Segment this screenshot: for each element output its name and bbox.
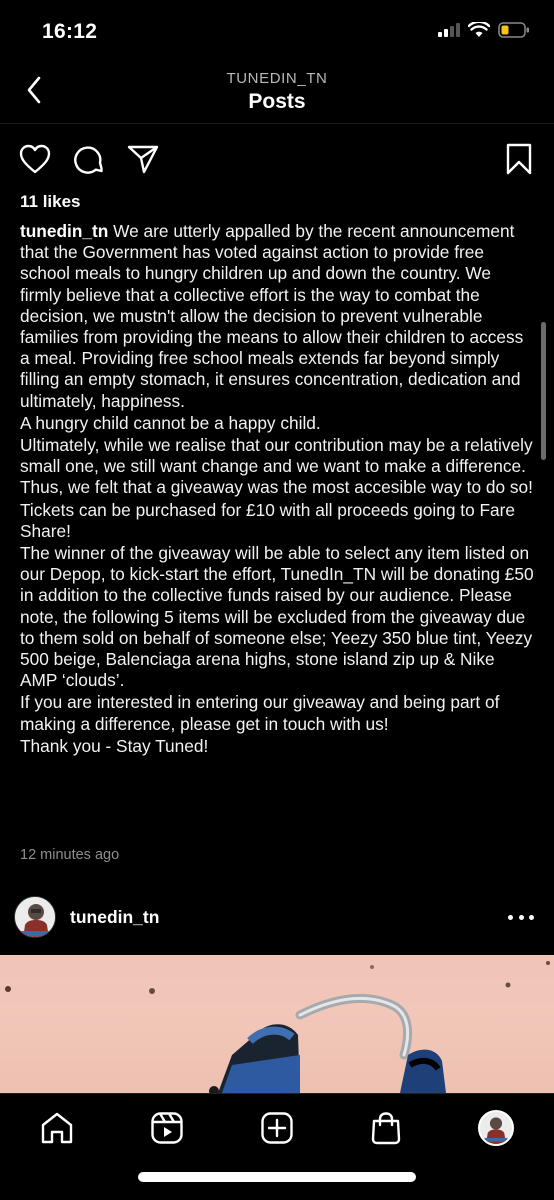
caption-paragraph bbox=[20, 221, 534, 412]
battery-icon bbox=[498, 22, 530, 38]
reels-icon bbox=[150, 1111, 184, 1145]
post-username[interactable]: tunedin_tn bbox=[70, 907, 160, 927]
page-title: Posts bbox=[248, 90, 306, 113]
tab-home[interactable] bbox=[37, 1108, 77, 1148]
wifi-icon bbox=[468, 22, 490, 38]
profile-avatar-image bbox=[480, 1112, 512, 1144]
status-bar bbox=[0, 0, 554, 60]
post-photo bbox=[0, 955, 554, 1093]
caption-paragraph: If you are interested in entering our giveaway and being part of making a difference, please get in touch with us! bbox=[20, 692, 500, 734]
caption-username[interactable]: tunedin_tn bbox=[20, 221, 109, 241]
account-name: TUNEDIN_TN bbox=[226, 70, 328, 87]
tab-create[interactable] bbox=[257, 1108, 297, 1148]
caption-paragraph: Thank you - Stay Tuned! bbox=[20, 735, 209, 756]
shop-bag-icon bbox=[370, 1111, 402, 1145]
paper-plane-icon bbox=[127, 144, 159, 174]
like-button[interactable] bbox=[18, 142, 52, 176]
cellular-signal-icon bbox=[438, 23, 460, 37]
more-options-button[interactable] bbox=[508, 908, 534, 926]
bottom-tab-bar bbox=[0, 1093, 554, 1200]
tab-shop[interactable] bbox=[366, 1108, 406, 1148]
next-post-header bbox=[0, 890, 554, 950]
post-image[interactable] bbox=[0, 955, 554, 1093]
scroll-indicator bbox=[541, 322, 546, 460]
share-button[interactable] bbox=[126, 142, 160, 176]
bookmark-icon bbox=[505, 143, 533, 175]
likes-count[interactable]: 11 likes bbox=[20, 192, 81, 211]
post-caption bbox=[20, 221, 534, 758]
caption-paragraph: The winner of the giveaway will be able to select any item listed on our Depop, to kick-start the effort, TunedIn_TN will be donating £50 in addition to the collective funds raised by our audience. Please note, the following 5 items will be excluded from the giveaway due to them sold on behalf of someone else; Yeezy 350 blue tint, Yeezy 500 beige, Balenciaga arena highs, stone island zip up & Nike AMP ‘clouds’. bbox=[20, 543, 534, 691]
more-dot bbox=[519, 915, 524, 920]
more-horizontal-icon bbox=[508, 915, 513, 920]
home-indicator bbox=[138, 1172, 416, 1182]
profile-avatar-image bbox=[15, 897, 56, 938]
caption-paragraph: Tickets can be purchased for £10 with all proceeds going to Fare Share! bbox=[20, 499, 516, 541]
avatar[interactable] bbox=[14, 896, 56, 938]
profile-avatar bbox=[478, 1110, 514, 1146]
caption-paragraph: A hungry child cannot be a happy child. bbox=[20, 412, 321, 433]
comment-icon bbox=[73, 143, 105, 175]
caption-paragraph: Ultimately, while we realise that our contribution may be a relatively small one, we still want change and we want to make a difference. Thus, we felt that a giveaway was the most accesible way to do so! bbox=[20, 435, 533, 498]
more-dot bbox=[529, 915, 534, 920]
status-indicators bbox=[438, 22, 530, 38]
comment-button[interactable] bbox=[72, 142, 106, 176]
post-timestamp: 12 minutes ago bbox=[20, 847, 120, 863]
page-header bbox=[0, 60, 554, 124]
home-icon bbox=[40, 1111, 74, 1145]
caption-text: We are utterly appalled by the recent announcement that the Government has voted against action to provide free school meals to hungry children up and down the country. We firmly believe that a collective effort is the way to combat the decision, we mustn't allow the decision to prevent vulnerable families from providing the means to allow their children to access a meal. Providing free school meals extends far beyond simply filling an empty stomach, it ensures concentration, dedication and ultimately, happiness. bbox=[20, 221, 524, 411]
save-button[interactable] bbox=[502, 142, 536, 176]
add-post-icon bbox=[260, 1111, 294, 1145]
post-actions bbox=[0, 140, 554, 180]
status-time: 16:12 bbox=[42, 20, 98, 43]
heart-icon bbox=[19, 144, 51, 174]
tab-reels[interactable] bbox=[147, 1108, 187, 1148]
tab-profile[interactable] bbox=[476, 1108, 516, 1148]
